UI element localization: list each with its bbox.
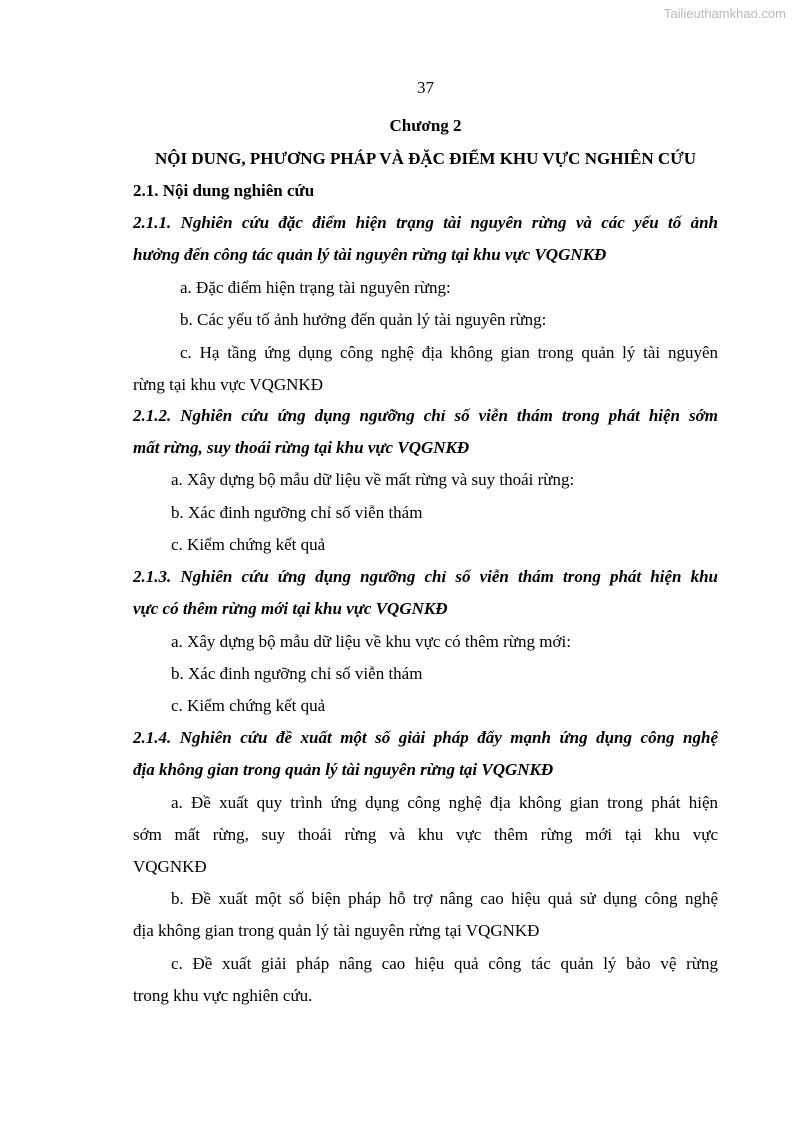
paragraph-line: rừng tại khu vực VQGNKĐ — [133, 375, 323, 394]
paragraph — [133, 787, 718, 883]
list-item: c. Kiểm chứng kết quả — [171, 535, 326, 554]
subsection-2-1-4-heading — [133, 722, 718, 786]
heading-line: 2.1.1. Nghiên cứu đặc điểm hiện trạng tài nguyên rừng và các yếu tố ảnh — [133, 213, 718, 232]
paragraph — [133, 337, 718, 401]
list-item: a. Đặc điểm hiện trạng tài nguyên rừng: — [180, 278, 451, 297]
page-number: 37 — [417, 78, 434, 97]
heading-line: 2.1.4. Nghiên cứu đề xuất một số giải pháp đẩy mạnh ứng dụng công nghệ — [133, 728, 718, 747]
section-heading: 2.1. Nội dung nghiên cứu — [133, 181, 315, 200]
paragraph-line: địa không gian trong quản lý tài nguyên rừng tại VQGNKĐ — [133, 921, 540, 940]
paragraph — [133, 948, 718, 1012]
paragraph-line: c. Hạ tầng ứng dụng công nghệ địa không gian trong quản lý tài nguyên — [180, 343, 718, 362]
paragraph-line: b. Đề xuất một số biện pháp hỗ trợ nâng cao hiệu quả sử dụng công nghệ — [171, 889, 718, 908]
paragraph-line: sớm mất rừng, suy thoái rừng và khu vực thêm rừng mới tại khu vực — [133, 825, 718, 844]
paragraph-line: a. Đề xuất quy trình ứng dụng công nghệ địa không gian trong phát hiện — [171, 793, 718, 812]
chapter-heading: Chương 2 — [389, 116, 462, 135]
list-item: b. Xác đinh ngưỡng chỉ số viễn thám — [171, 503, 423, 522]
subsection-2-1-2-heading — [133, 400, 718, 464]
paragraph-line: c. Đề xuất giải pháp nâng cao hiệu quả công tác quản lý bảo vệ rừng — [171, 954, 718, 973]
heading-line: mất rừng, suy thoái rừng tại khu vực VQGNKĐ — [133, 438, 470, 457]
heading-line: địa không gian trong quản lý tài nguyên rừng tại VQGNKĐ — [133, 760, 554, 779]
subsection-2-1-1-heading — [133, 207, 718, 271]
heading-line: vực có thêm rừng mới tại khu vực VQGNKĐ — [133, 599, 448, 618]
list-item: a. Xây dựng bộ mẫu dữ liệu về mất rừng và suy thoái rừng: — [171, 470, 575, 489]
list-item: b. Xác đinh ngưỡng chỉ số viễn thám — [171, 664, 423, 683]
paragraph-line: VQGNKĐ — [133, 857, 207, 876]
subsection-2-1-3-heading — [133, 561, 718, 625]
list-item: b. Các yếu tố ảnh hưởng đến quản lý tài nguyên rừng: — [180, 310, 547, 329]
paragraph — [133, 883, 718, 947]
chapter-title: NỘI DUNG, PHƯƠNG PHÁP VÀ ĐẶC ĐIỂM KHU VỰC NGHIÊN CỨU — [154, 149, 696, 168]
heading-line: 2.1.2. Nghiên cứu ứng dụng ngưỡng chỉ số viễn thám trong phát hiện sớm — [133, 406, 718, 425]
list-item: c. Kiểm chứng kết quả — [171, 696, 326, 715]
heading-line: 2.1.3. Nghiên cứu ứng dụng ngưỡng chỉ số viễn thám trong phát hiện khu — [133, 567, 718, 586]
watermark: Tailieuthamkhao.com — [663, 6, 786, 21]
heading-line: hưởng đến công tác quản lý tài nguyên rừng tại khu vực VQGNKĐ — [133, 245, 607, 264]
list-item: a. Xây dựng bộ mẫu dữ liệu về khu vực có thêm rừng mới: — [171, 632, 571, 651]
paragraph-line: trong khu vực nghiên cứu. — [133, 986, 313, 1005]
